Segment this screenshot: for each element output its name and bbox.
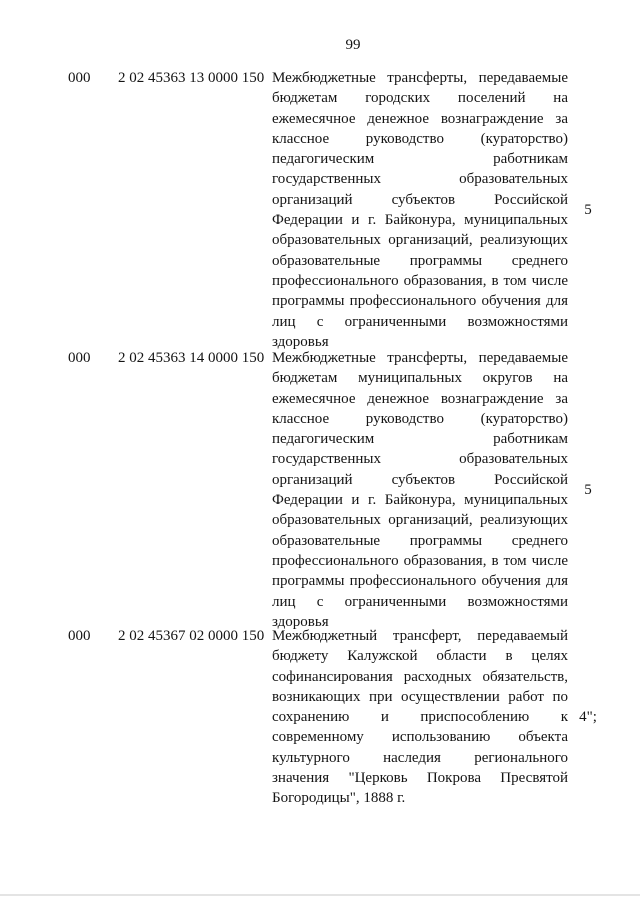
description-line: лиц с ограниченными возможностями — [272, 593, 568, 610]
page-number: 99 — [345, 37, 361, 53]
admin-code: 000 — [68, 70, 91, 86]
row-description — [272, 626, 568, 809]
table-row — [0, 68, 640, 352]
description-line: бюджетам муниципальных округов на — [272, 370, 568, 387]
description-line: сохранению и приспособлению к — [272, 709, 568, 726]
description-line: классное руководство (кураторство) — [272, 410, 568, 427]
description-line: педагогическим работникам — [272, 431, 568, 448]
row-value: 5 — [584, 481, 592, 498]
description-line: образовательные программы среднего — [272, 532, 568, 549]
table-row — [0, 348, 640, 632]
description-line: значения "Церковь Покрова Пресвятой — [272, 770, 568, 787]
description-line: образовательных организаций, реализующих — [272, 512, 568, 529]
description-line: Межбюджетные трансферты, передаваемые — [272, 70, 568, 86]
description-line: профессионального образования, в том числе — [272, 552, 568, 569]
row-description — [272, 348, 568, 632]
description-line: Богородицы", 1888 г. — [272, 790, 406, 807]
admin-code: 000 — [68, 350, 91, 366]
description-line: организаций субъектов Российской — [272, 471, 568, 488]
description-line: возникающих при осуществлении работ по — [272, 688, 568, 705]
description-line: бюджету Калужской области в целях — [272, 648, 568, 665]
revenue-code: 2 02 45367 02 0000 150 — [118, 628, 265, 644]
description-line: Федерации и г. Байконура, муниципальных — [272, 212, 568, 229]
description-line: образовательных организаций, реализующих — [272, 232, 568, 249]
revenue-code: 2 02 45363 13 0000 150 — [118, 70, 265, 86]
description-line: Межбюджетные трансферты, передаваемые — [272, 350, 568, 366]
description-line: педагогическим работникам — [272, 151, 568, 168]
description-line: культурного наследия регионального — [272, 749, 568, 766]
description-line: программы профессионального обучения для — [272, 573, 568, 590]
admin-code: 000 — [68, 628, 91, 644]
row-description — [272, 68, 568, 352]
description-line: здоровья — [272, 613, 329, 630]
description-line: государственных образовательных — [272, 171, 568, 188]
description-line: ежемесячное денежное вознаграждение за — [272, 110, 568, 127]
description-line: ежемесячное денежное вознаграждение за — [272, 390, 568, 407]
description-line: профессионального образования, в том числе — [272, 272, 568, 289]
description-line: программы профессионального обучения для — [272, 293, 568, 310]
description-line: образовательные программы среднего — [272, 252, 568, 269]
description-line: софинансирования расходных обязательств, — [272, 668, 568, 685]
description-line: бюджетам городских поселений на — [272, 90, 568, 107]
description-line: Федерации и г. Байконура, муниципальных — [272, 492, 568, 509]
description-line: Межбюджетный трансферт, передаваемый — [272, 628, 568, 644]
description-line: современному использованию объекта — [272, 729, 568, 746]
revenue-code: 2 02 45363 14 0000 150 — [118, 350, 265, 366]
description-line: государственных образовательных — [272, 451, 568, 468]
description-line: здоровья — [272, 333, 329, 350]
row-value: 5 — [584, 201, 592, 218]
row-value: 4"; — [579, 709, 597, 726]
table-row — [0, 626, 640, 809]
description-line: классное руководство (кураторство) — [272, 130, 568, 147]
scan-edge — [0, 894, 640, 896]
description-line: организаций субъектов Российской — [272, 191, 568, 208]
description-line: лиц с ограниченными возможностями — [272, 313, 568, 330]
